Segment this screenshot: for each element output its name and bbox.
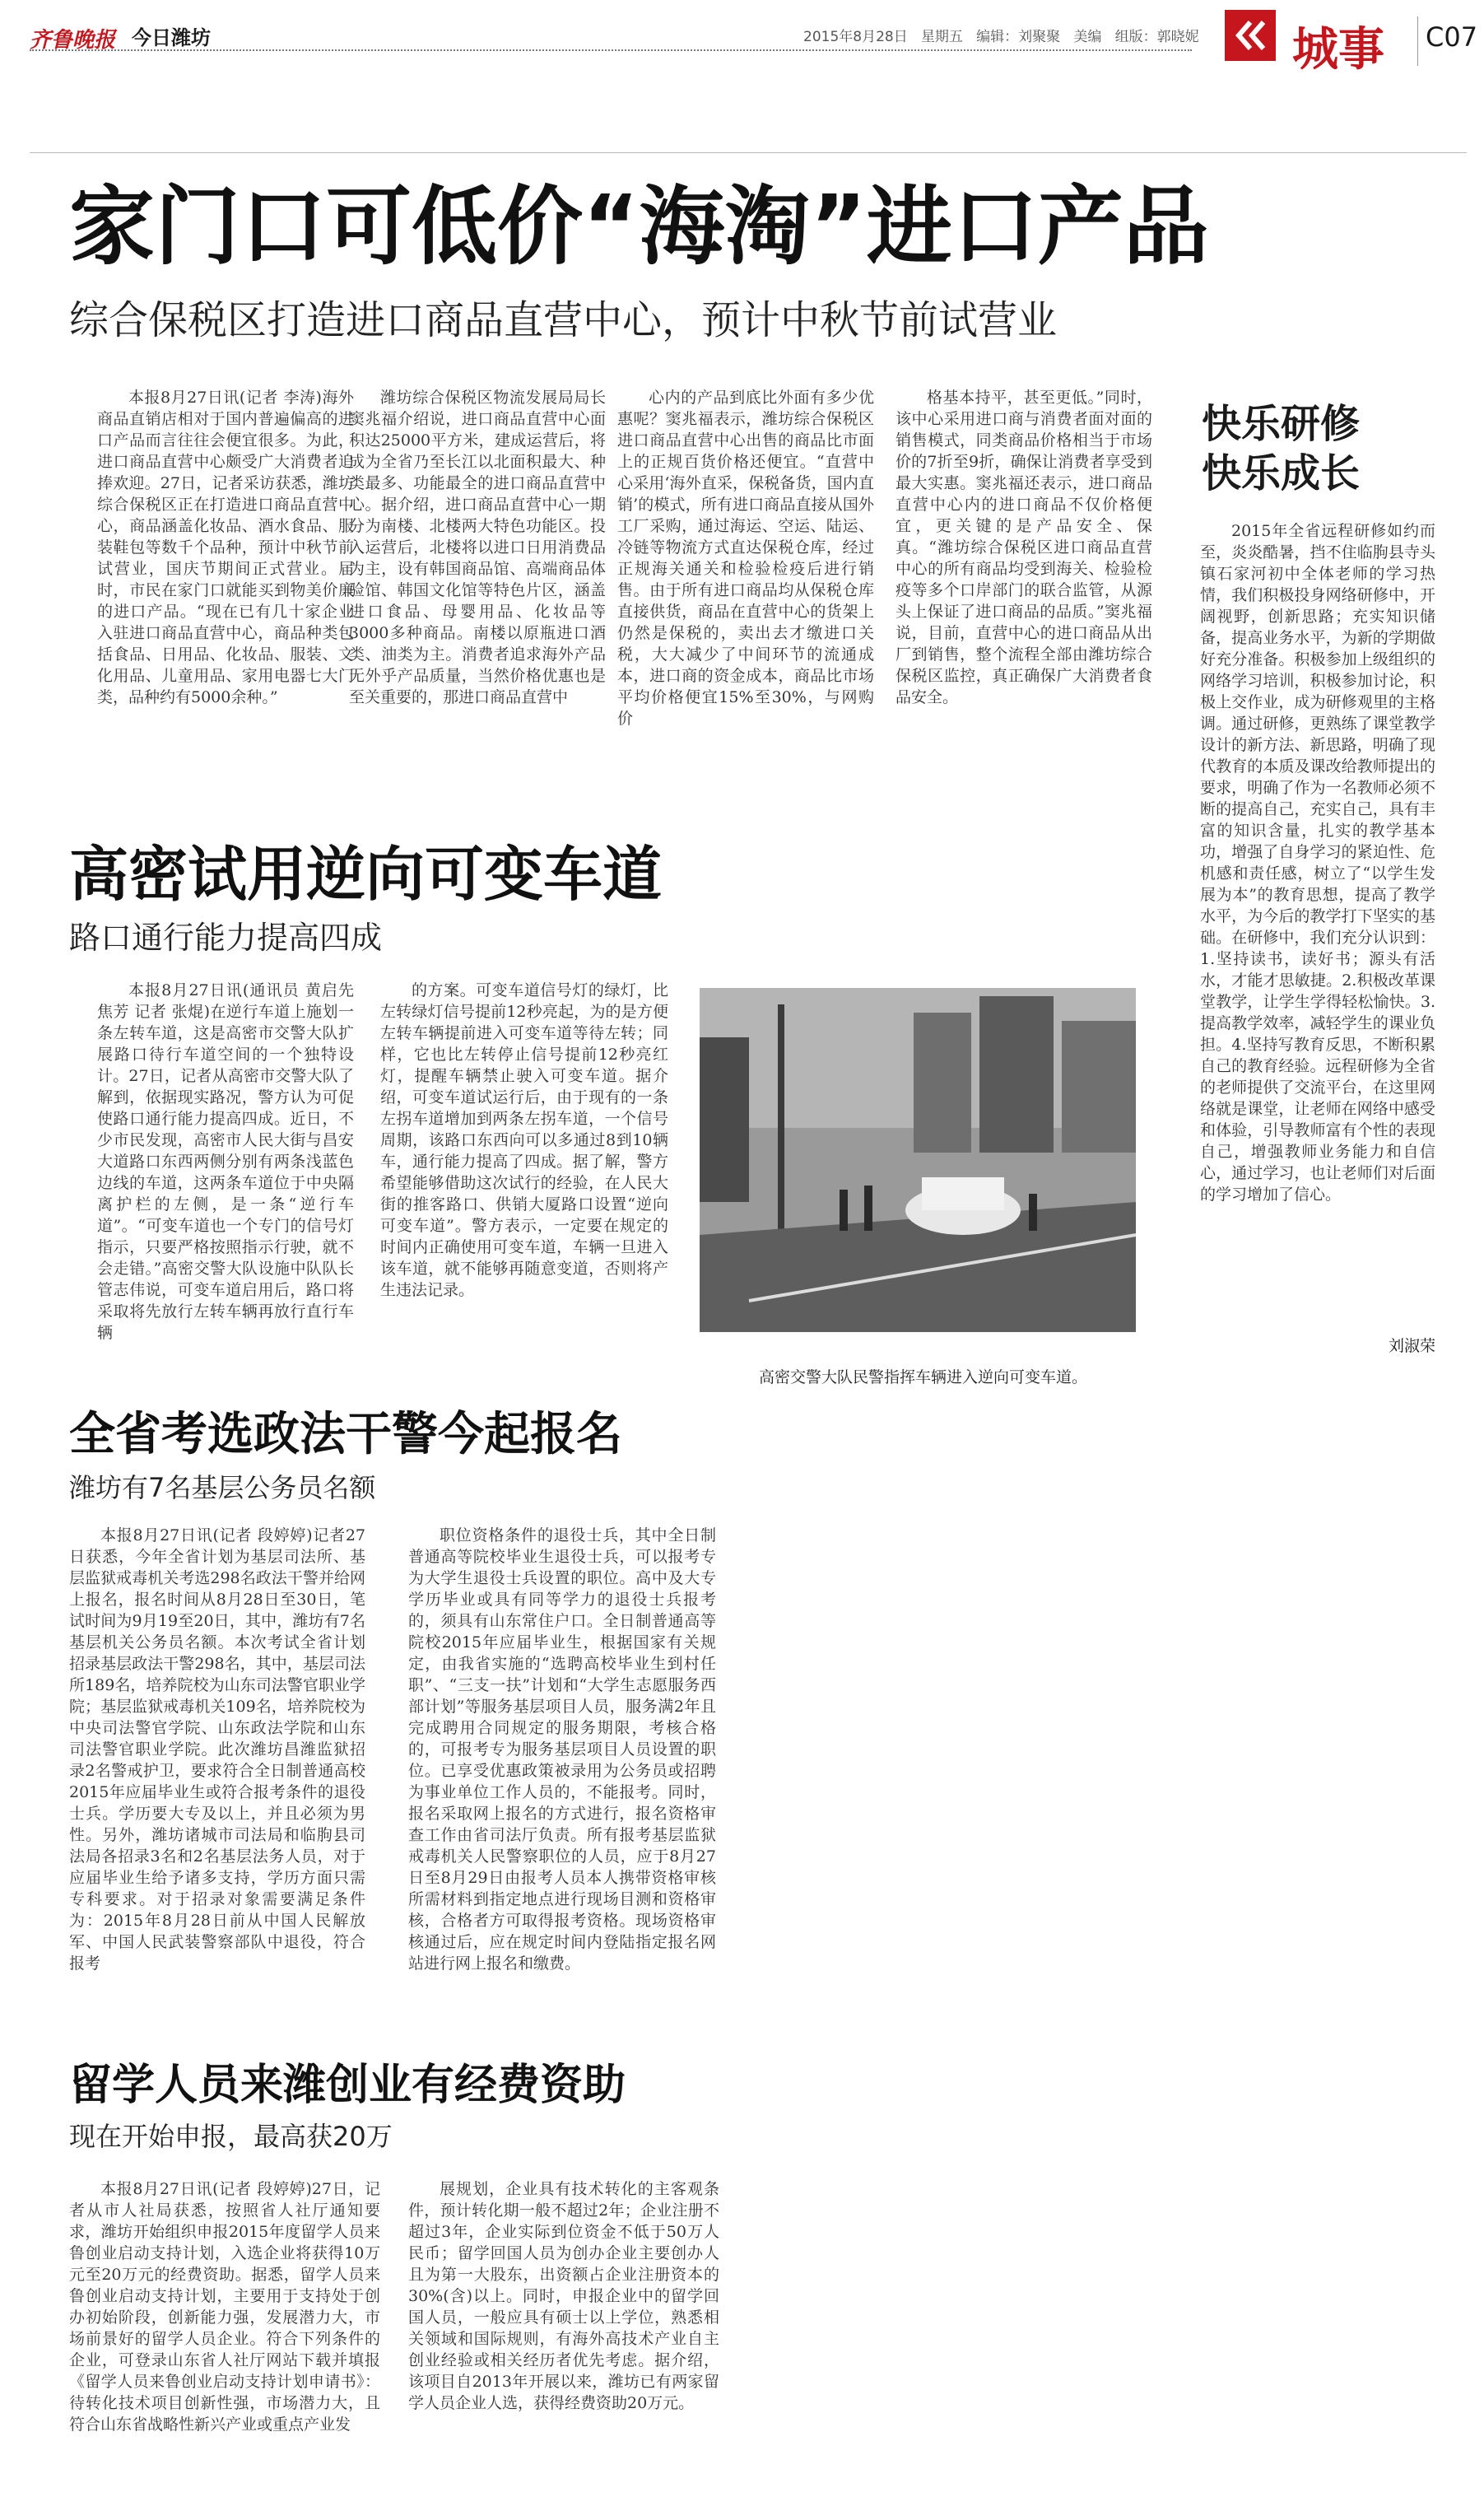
article2-title: 高密试用逆向可变车道 (69, 840, 663, 909)
article4-col1-text: 本报8月27日讯(记者 段婷婷)27日，记者从市人社局获悉，按照省人社厅通知要求，潍坊开始组织申报2015年度留学人员来鲁创业启动支持计划，入选企业将获得10万元至20万元的经费资助。据悉，留学人员来鲁创业启动支持计划，主要用于支持处于创办初始阶段，创新能力强，发展潜力大，市场前景好的留学人员企业。符合下列条件的企业，可登录山东省人社厅网站下载并填报《留学人员来鲁创业启动支持计划申请书》：待转化技术项目创新性强，市场潜力大，且符合山东省战略性新兴产业或重点产业发 (69, 2180, 380, 2434)
header-meta (803, 25, 1199, 45)
article2-column-1 (97, 980, 354, 1358)
designer-credit: 美编 (1073, 29, 1102, 45)
sidebar-title-line1: 快乐研修 (1202, 401, 1361, 447)
photo-caption: 高密交警大队民警指挥车辆进入逆向可变车道。 (759, 1368, 1088, 1386)
traffic-photo (700, 988, 1136, 1332)
article2-col2-text: 的方案。可变车道信号灯的绿灯，比左转绿灯信号提前12秒亮起，为的是方便左转车辆提前进入可变车道等待左转；同样，它也比左转停止信号提前12秒亮红灯，提醒车辆禁止驶入可变车道。据介绍，可变车道试运行后，由于现有的一条左拐车道增加到两条左拐车道，一个信号周期，该路口东西向可以多通过8到10辆车，通行能力提高了四成。据了解，警方希望能够借助这次试行的经验，在人民大街的推客路口、供销大厦路口设置“逆向可变车道”。警方表示，一定要在规定的时间内正确使用可变车道，车辆一旦进入该车道，就不能够再随意变道，否则将产生违法记录。 (380, 981, 668, 1299)
article3-col2-text: 职位资格条件的退役士兵，其中全日制普通高等院校毕业生退役士兵，可以报考专为大学生退役士兵设置的职位。高中及大专学历毕业或具有同等学力的退役士兵报考的，须具有山东常住户口。全日制普通高等院校2015年应届毕业生，根据国家有关规定，由我省实施的“选聘高校毕业生到村任职”、“三支一扶”计划和“大学生志愿服务西部计划”等服务基层项目人员，服务满2年且完成聘用合同规定的服务期限，考核合格的，可报考专为服务基层项目人员设置的职位。已享受优惠政策被录用为公务员或招聘为事业单位工作人员的，不能报考。同时，报名采取网上报名的方式进行，报名资格审查工作由省司法厅负责。所有报考基层监狱戒毒机关人民警察职位的人员，应于8月27日至8月29日由报考人员本人携带资格审核所需材料到指定地点进行现场目测和资格审核，合格者方可取得报考资格。现场资格审核通过后，应在规定时间内登陆指定报名网站进行网上报名和缴费。 (408, 1526, 716, 1973)
article1-column-3 (617, 387, 874, 786)
double-chevron-left-icon (1225, 10, 1276, 61)
article1-title: 家门口可低价“海淘”进口产品 (69, 176, 1209, 277)
editor-credit: 编辑：刘聚聚 (976, 29, 1061, 45)
sidebar-author: 刘淑荣 (1388, 1337, 1435, 1355)
section-name: 城事 (1292, 23, 1384, 77)
article4-subtitle: 现在开始申报，最高获20万 (69, 2121, 393, 2152)
article1-col2-text: 潍坊综合保税区物流发展局局长窦兆福介绍说，进口商品直营中心面积达25000平方米，建成运营后，将成为全省乃至长江以北面积最大、种类最多、功能最全的进口商品直营中心。据介绍，进口商品直营中心一期分为南楼、北楼两大特色功能区。投入运营后，北楼将以进口日用消费品为主，设有韩国商品馆、高端商品体验馆、韩国文化馆等特色片区，涵盖进口食品、母婴用品、化妆品等3000多种商品。南楼以原瓶进口酒类、油类为主。消费者追求海外产品无外乎产品质量，当然价格优惠也是至关重要的，那进口商品直营中 (349, 389, 606, 706)
article4-column-1 (69, 2178, 380, 2485)
sidebar-title-line2: 快乐成长 (1202, 450, 1361, 496)
masthead-logo: 齐鲁晚报 (30, 28, 116, 53)
article1-col1-text: 本报8月27日讯(记者 李涛)海外商品直销店相对于国内普遍偏高的进口产品而言往往会便宜很多。为此，进口商品直营中心颇受广大消费者追捧欢迎。27日，记者采访获悉，潍坊综合保税区正在打造进口商品直营中心，商品涵盖化妆品、酒水食品、服装鞋包等数千个品种，预计中秋节前试营业，国庆节期间正式营业。届时，市民在家门口就能买到物美价廉的进口产品。“现在已有几十家企业入驻进口商品直营中心，商品种类包括食品、日用品、化妆品、服装、文化用品、儿童用品、家用电器七大门类，品种约有5000余种。” (97, 389, 354, 706)
article3-column-2 (408, 1525, 716, 2004)
article2-col1-text: 本报8月27日讯(通讯员 黄启先 焦芳 记者 张焜)在逆行车道上施划一条左转车道，这是高密市交警大队扩展路口待行车道空间的一个独特设计。27日，记者从高密市交警大队了解到，依据现实路况，警方认为可促使路口通行能力提高四成。近日，不少市民发现，高密市人民大街与昌安大道路口东西两侧分别有两条浅蓝色边线的车道，这两条车道位于中央隔离护栏的左侧，是一条“逆行车道”。“可变车道也一个专门的信号灯指示，只要严格按照指示行驶，就不会走错。”高密交警大队设施中队队长管志伟说，可变车道启用后，路口将采取将先放行左转车辆再放行直行车辆 (97, 981, 354, 1342)
issue-date: 2015年8月28日 (803, 29, 908, 45)
article1-col4-text: 格基本持平，甚至更低。”同时，该中心采用进口商与消费者面对面的销售模式，同类商品价格相当于市场价的7折至9折，确保让消费者享受到最大实惠。窦兆福还表示，进口商品直营中心内的进口商品不仅价格便宜，更关键的是产品安全、保真。“潍坊综合保税区进口商品直营中心的所有商品均受到海关、检验检疫等多个口岸部门的联合监管，从源头上保证了进口商品的品质。”窦兆福说，目前，直营中心的进口商品从出厂到销售，整个流程全部由潍坊综合保税区监控，真正确保广大消费者食品安全。 (896, 389, 1152, 706)
article2-column-2 (380, 980, 668, 1358)
article4-column-2 (408, 2178, 719, 2485)
sidebar-body (1200, 520, 1435, 1344)
edition-name: 今日潍坊 (132, 26, 211, 49)
top-rule (30, 152, 1467, 153)
article1-subtitle: 综合保税区打造进口商品直营中心，预计中秋节前试营业 (69, 297, 1058, 343)
article3-title: 全省考选政法干警今起报名 (69, 1408, 622, 1461)
page-number: C07 (1426, 21, 1478, 53)
article2-subtitle: 路口通行能力提高四成 (69, 920, 383, 956)
article3-column-1 (69, 1525, 365, 2004)
article4-col2-text: 展规划，企业具有技术转化的主客观条件，预计转化期一般不超过2年；企业注册不超过3年，企业实际到位资金不低于50万人民币；留学回国人员为创办企业主要创办人且为第一大股东，出资额占企业注册资本的30%(含)以上。同时，申报企业中的留学回国人员，一般应具有硕士以上学位，熟悉相关领域和国际规则，有海外高技术产业自主创业经验或相关经历者优先考虑。据介绍，该项目自2013年开展以来，潍坊已有两家留学人员企业人选，获得经费资助20万元。 (408, 2180, 719, 2412)
header-divider (1417, 16, 1418, 66)
article4-title: 留学人员来潍创业有经费资助 (69, 2061, 626, 2110)
article1-column-1 (97, 387, 354, 786)
sidebar-text: 2015年全省远程研修如约而至，炎炎酷暑，挡不住临朐县寺头镇石家河初中全体老师的学习热情，我们积极投身网络研修中，开阔视野，创新思路；充实知识储备，提高业务水平，为新的学期做好充分准备。积极参加上级组织的网络学习培训，积极参加讨论，积极上交作业，成为研修观里的主格调。通过研修，更熟练了课堂教学设计的新方法、新思路，明确了现代教育的本质及课改给教师提出的要求，明确了作为一名教师必须不断的提高自己，充实自己，具有丰富的知识含量，扎实的教学基本功，增强了自身学习的紧迫性、危机感和责任感，树立了“以学生发展为本”的教育思想，提高了教学水平，为今后的教学打下坚实的基础。在研修中，我们充分认识到：1.坚持读书，读好书；源头有活水，才能才思敏捷。2.积极改革课堂教学，让学生学得轻松愉快。3.提高教学效率，减轻学生的课业负担。4.坚持写教育反思，不断积累自己的教育经验。远程研修为全省的老师提供了交流平台，在这里网络就是课堂，让老师在网络中感受和体验，引导教师富有个性的表现自己，增强教师业务能力和自信心，通过学习，也让老师们对后面的学习增加了信心。 (1200, 522, 1435, 1204)
article1-column-4 (896, 387, 1152, 786)
article3-subtitle: 潍坊有7名基层公务员名额 (69, 1472, 376, 1503)
article1-col3-text: 心内的产品到底比外面有多少优惠呢？窦兆福表示，潍坊综合保税区进口商品直营中心出售的商品比市面上的正规百货价格还便宜。“直营中心采用‘海外直采，保税备货，国内直销’的模式，所有进口商品直接从国外工厂采购，通过海运、空运、陆运、冷链等物流方式直达保税仓库，经过正规海关通关和检验检疫后进行销售。由于所有进口商品均从保税仓库直接供货，商品在直营中心的货架上仍然是保税的，卖出去才缴进口关税，大大减少了中间环节的流通成本，进口商的资金成本，商品比市场平均价格便宜15%至30%，与网购价 (617, 389, 874, 728)
article1-column-2 (349, 387, 606, 786)
layout-credit: 组版：郭晓妮 (1114, 29, 1199, 45)
issue-weekday: 星期五 (920, 29, 963, 45)
header-rule (30, 49, 1192, 51)
article3-col1-text: 本报8月27日讯(记者 段婷婷)记者27日获悉，今年全省计划为基层司法所、基层监狱戒毒机关考选298名政法干警并给网上报名，报名时间从8月28日至30日，笔试时间为9月19至20日，其中，潍坊有7名基层机关公务员名额。本次考试全省计划招录基层政法干警298名，其中，基层司法所189名，培养院校为山东司法警官职业学院；基层监狱戒毒机关109名，培养院校为中央司法警官学院、山东政法学院和山东司法警官职业学院。此次潍坊昌潍监狱招录2名警戒护卫，要求符合全日制普通高校2015年应届毕业生或符合报考条件的退役士兵。学历要大专及以上，并且必须为男性。另外，潍坊诸城市司法局和临朐县司法局各招录3名和2名基层法务人员，对于应届毕业生给予诸多支持，学历方面只需专科要求。对于招录对象需要满足条件为：2015年8月28日前从中国人民解放军、中国人民武装警察部队中退役，符合报考 (69, 1526, 365, 1973)
